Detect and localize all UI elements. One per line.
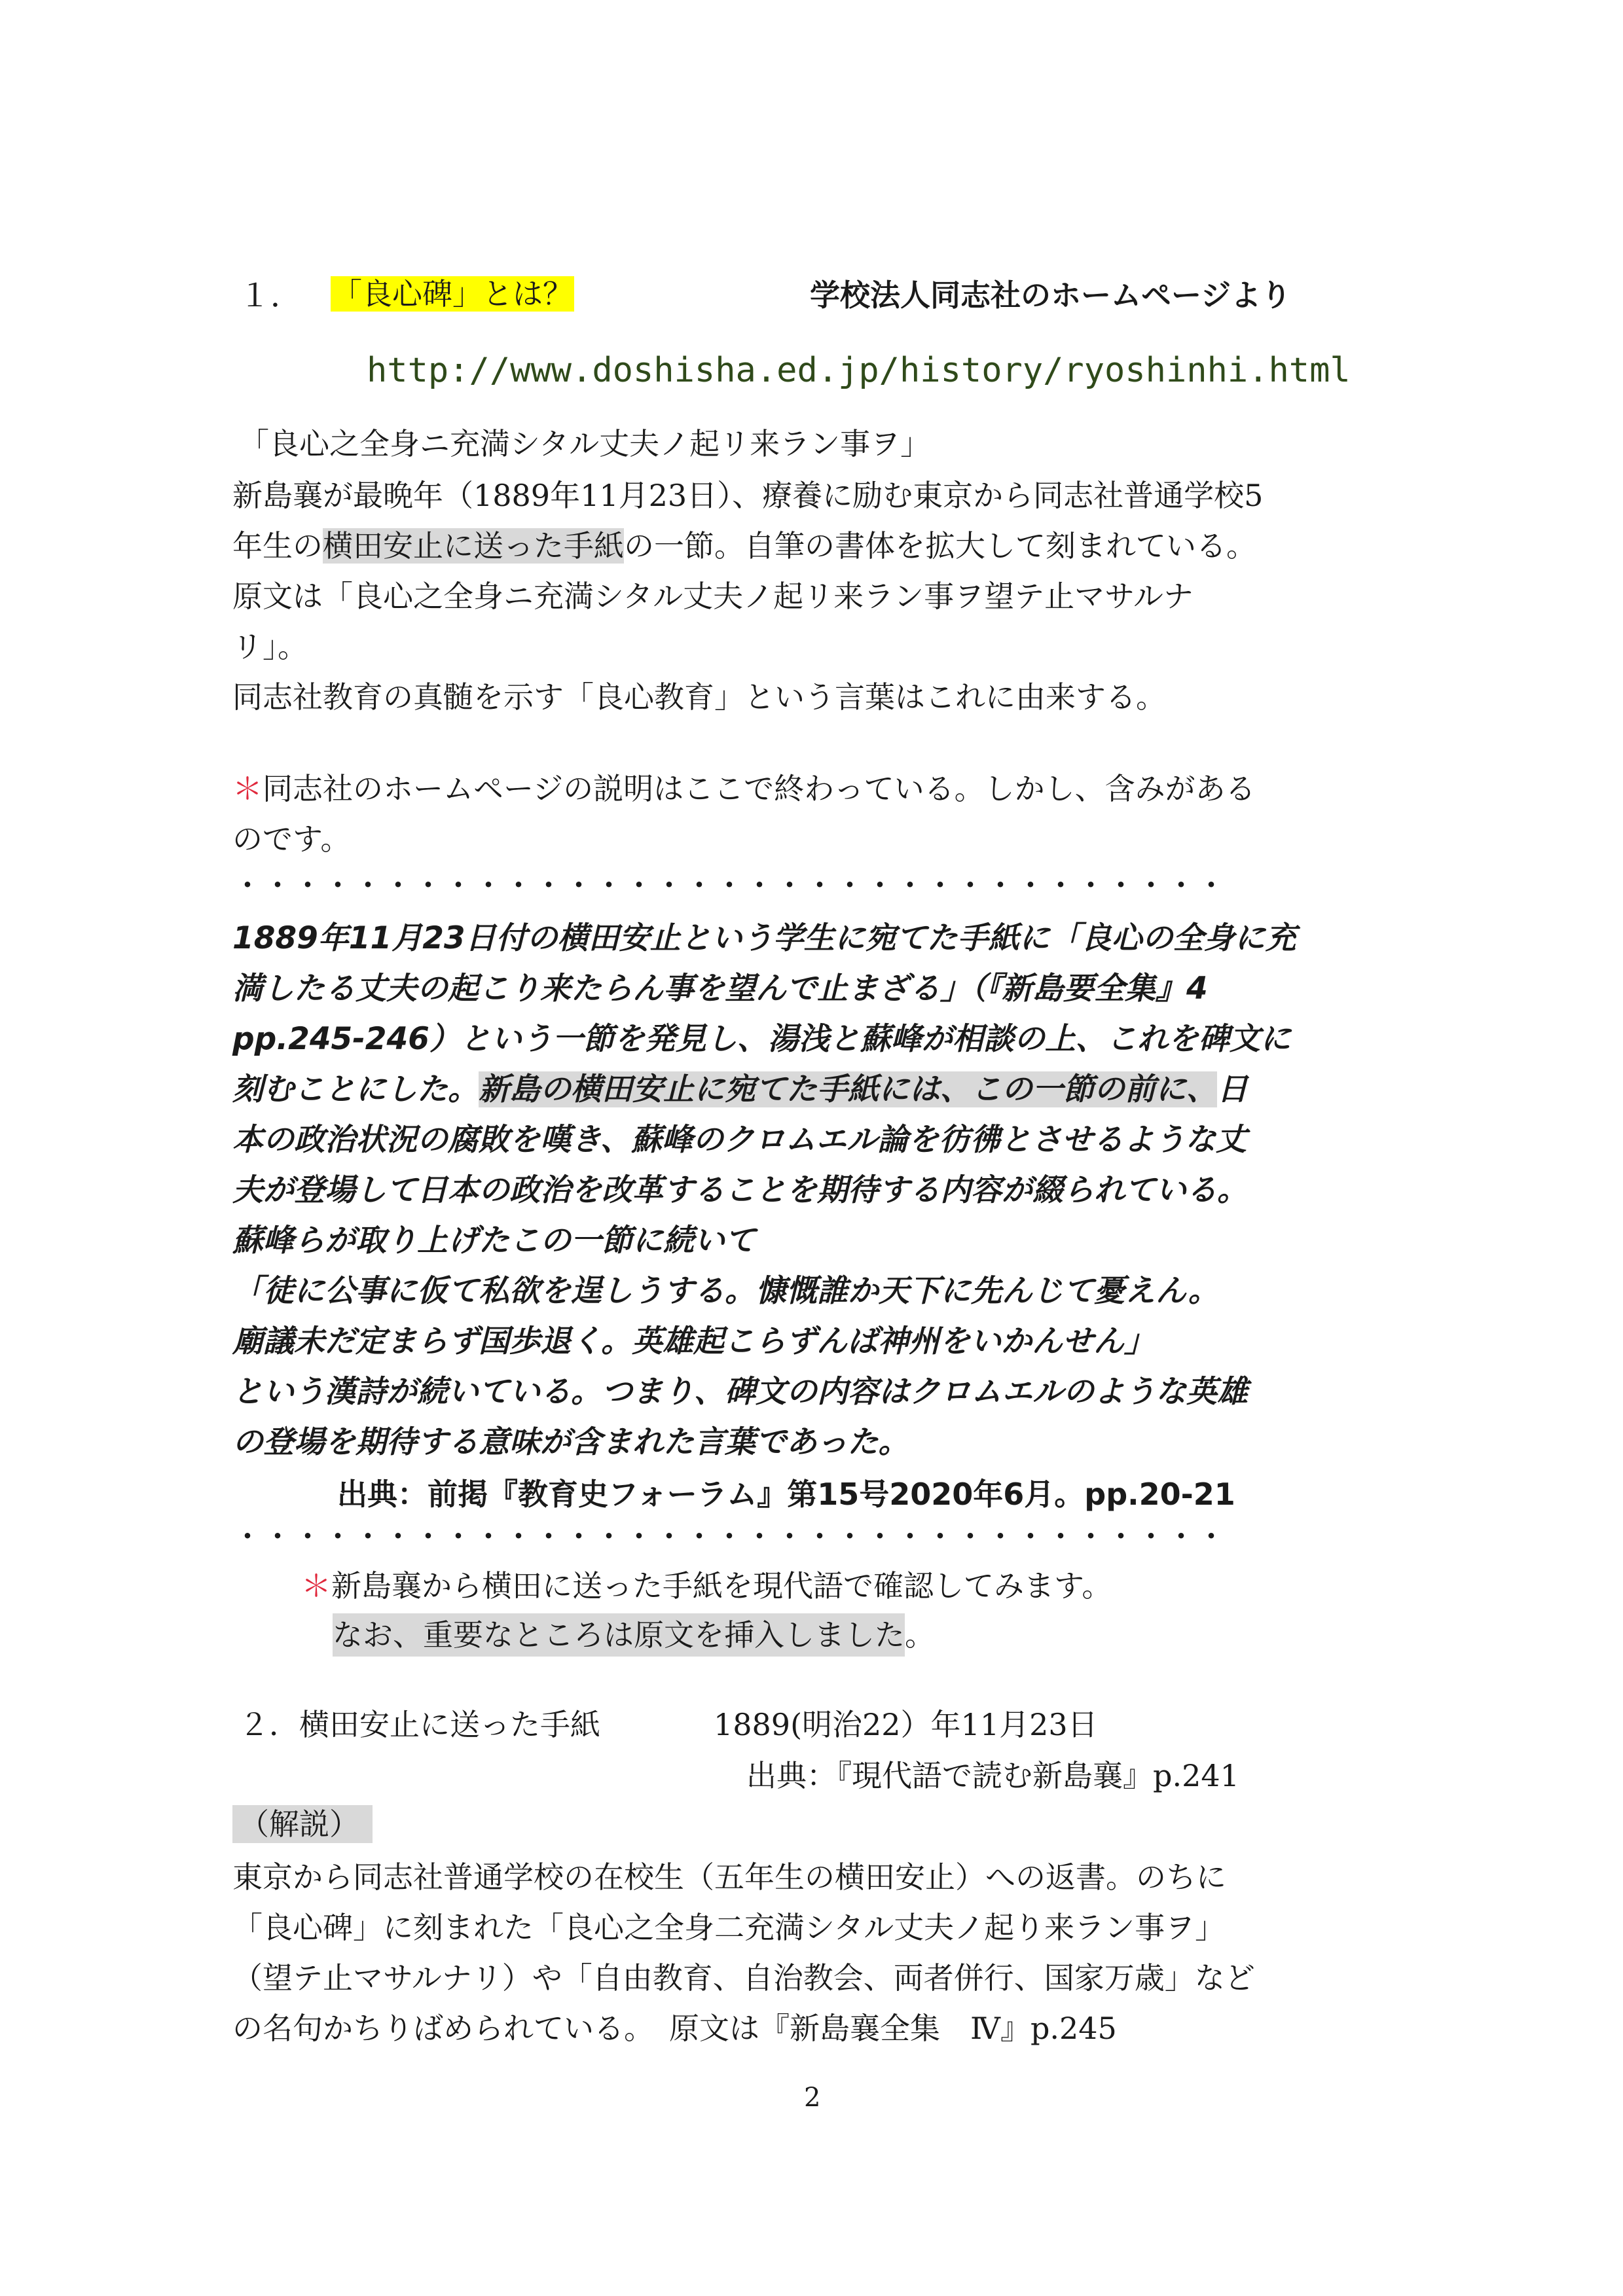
intro-text: の一節。自筆の書体を拡大して刻まれている。	[624, 528, 1256, 564]
quote-source: 出典：前掲『教育史フォーラム』第15号2020年6月。pp.20-21	[337, 1477, 1235, 1512]
note-line	[232, 771, 1256, 806]
dotted-divider: ・・・・・・・・・・・・・・・・・・・・・・・・・・・・・・・・・	[232, 868, 1226, 903]
note-text: 。	[905, 1617, 935, 1653]
note-line	[333, 1617, 935, 1653]
intro-line: 新島襄が最晩年（1889年11月23日）、療養に励む東京から同志社普通学校5	[232, 478, 1264, 513]
commentary-line: （望テ止マサルナリ）や「自由教育、自治教会、両者併行、国家万歳」など	[232, 1960, 1255, 1996]
section-title: 「良心碑」とは？	[332, 276, 573, 312]
section2-source: 出典：『現代語で読む新島襄』p.241	[746, 1758, 1239, 1793]
asterisk-mark: ＊	[232, 771, 263, 806]
quote-line: 廟議未だ定まらず国歩退く。英雄起こらずんば神州をいかんせん」	[232, 1323, 1156, 1359]
quote-line: の登場を期待する意味が含まれた言葉であった。	[232, 1424, 909, 1460]
quote-line: 「徒に公事に仮て私欲を逞しうする。慷慨誰か天下に先んじて憂えん。	[232, 1273, 1219, 1309]
quote-text: 日	[1217, 1071, 1248, 1107]
source-url[interactable]: http://www.doshisha.ed.jp/history/ryoshinhi.html	[367, 351, 1351, 390]
section-number: １．	[239, 278, 302, 314]
asterisk-mark: ＊	[301, 1568, 331, 1604]
intro-text: 年生の	[232, 528, 323, 564]
note-text: 新島襄から横田に送った手紙を現代語で確認してみます。	[331, 1568, 1112, 1604]
commentary-line: 「良心碑」に刻まれた「良心之全身二充満シタル丈夫ノ起り来ラン事ヲ」	[232, 1910, 1226, 1945]
quote-line: 蘇峰らが取り上げたこの一節に続いて	[232, 1223, 756, 1259]
dotted-divider: ・・・・・・・・・・・・・・・・・・・・・・・・・・・・・・・・・	[232, 1519, 1226, 1554]
commentary-line: の名句かちりばめられている。 原文は『新島襄全集 Ⅳ』p.245	[232, 2011, 1117, 2046]
quote-line: pp.245-246）という一節を発見し、湯浅と蘇峰が相談の上、これを碑文に	[232, 1021, 1291, 1057]
page-number: 2	[804, 2083, 821, 2113]
quote-text: 刻むことにした。	[232, 1071, 479, 1107]
intro-line: 同志社教育の真髄を示す「良心教育」という言葉はこれに由来する。	[232, 679, 1166, 715]
commentary-line: 東京から同志社普通学校の在校生（五年生の横田安止）への返書。のちに	[232, 1859, 1226, 1895]
quote-line	[232, 1071, 1248, 1107]
quote-line: 1889年11月23日付の横田安止という学生に宛てた手紙に「良心の全身に充	[232, 920, 1296, 956]
highlighted-phrase: 新島の横田安止に宛てた手紙には、この一節の前に、	[479, 1071, 1217, 1107]
quote-line: 満したる丈夫の起こり来たらん事を望んで止まざる」（『新島要全集』4	[232, 971, 1208, 1007]
intro-line	[232, 528, 1256, 564]
commentary-label: （解説）	[232, 1805, 373, 1843]
section-source: 学校法人同志社のホームページより	[810, 278, 1292, 313]
intro-line: 「良心之全身ニ充満シタル丈夫ノ起リ来ラン事ヲ」	[239, 426, 931, 461]
note-line	[301, 1568, 1112, 1604]
note-text: 同志社のホームページの説明はここで終わっている。しかし、含みがある	[263, 771, 1256, 806]
highlighted-phrase: なお、重要なところは原文を挿入しました	[333, 1613, 905, 1657]
quote-line: 夫が登場して日本の政治を改革することを期待する内容が綴られている。	[232, 1172, 1248, 1208]
quote-line: という漢詩が続いている。つまり、碑文の内容はクロムエルのような英雄	[232, 1374, 1248, 1410]
note-line: のです。	[232, 821, 351, 857]
highlighted-phrase: 横田安止に送った手紙	[323, 528, 624, 564]
quote-line: 本の政治状況の腐敗を嘆き、蘇峰のクロムエル論を彷彿とさせるような丈	[232, 1122, 1247, 1158]
intro-line: リ」。	[232, 629, 308, 664]
section2-heading: ２．横田安止に送った手紙	[239, 1707, 600, 1742]
intro-line: 原文は「良心之全身ニ充満シタル丈夫ノ起リ来ラン事ヲ望テ止マサルナ	[232, 579, 1194, 614]
section2-date: 1889(明治22）年11月23日	[714, 1707, 1098, 1742]
